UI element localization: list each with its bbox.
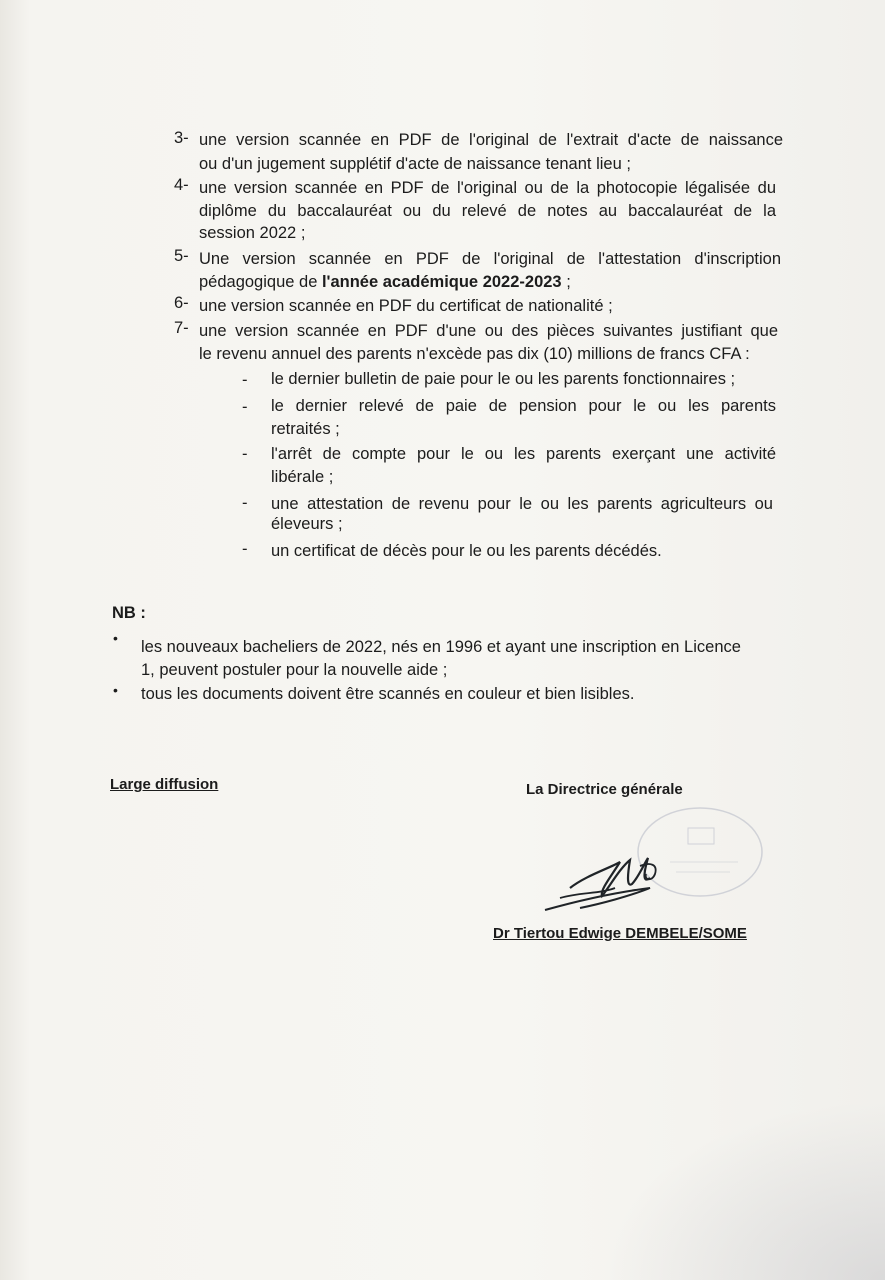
- item-4-number: 4-: [174, 176, 189, 194]
- nb-bullet: •: [113, 682, 118, 698]
- sub-item-2-line-1: le dernier relevé de paie de pension pour le ou les parents: [271, 397, 776, 415]
- sub-item-4-line-2: éleveurs ;: [271, 515, 343, 533]
- item-4-line-1: une version scannée en PDF de l'original ou de la photocopie légalisée du: [199, 179, 776, 197]
- item-5-line-2-end: ;: [561, 273, 571, 291]
- nb-item-1-line-1: les nouveaux bacheliers de 2022, nés en 1996 et ayant une inscription en Licence: [141, 638, 741, 656]
- nb-bullet: •: [113, 630, 118, 646]
- item-4-line-2: diplôme du baccalauréat ou du relevé de notes au baccalauréat de la: [199, 202, 776, 220]
- nb-item-1-line-2: 1, peuvent postuler pour la nouvelle aide ;: [141, 661, 448, 679]
- item-5-line-2: [199, 271, 571, 293]
- sub-dash: -: [242, 540, 248, 558]
- item-6-line-1: une version scannée en PDF du certificat de nationalité ;: [199, 297, 613, 315]
- handwritten-signature: [540, 848, 670, 918]
- item-4-line-3: session 2022 ;: [199, 224, 306, 242]
- item-5-number: 5-: [174, 247, 189, 265]
- sub-item-2-line-2: retraités ;: [271, 420, 340, 438]
- academic-year: l'année académique 2022-2023: [321, 273, 562, 291]
- sub-dash: -: [242, 445, 248, 463]
- item-5-line-2-text: pédagogique de: [199, 273, 322, 291]
- item-6-number: 6-: [174, 294, 189, 312]
- sub-item-1: le dernier bulletin de paie pour le ou les parents fonctionnaires ;: [271, 370, 736, 388]
- sub-item-4-line-1: une attestation de revenu pour le ou les parents agriculteurs ou: [271, 495, 773, 513]
- sub-dash: -: [242, 494, 248, 512]
- page-shadow: [600, 1100, 885, 1280]
- signatory-name: Dr Tiertou Edwige DEMBELE/SOME: [493, 925, 747, 942]
- item-3-line-2: ou d'un jugement supplétif d'acte de naissance tenant lieu ;: [199, 155, 631, 173]
- item-7-line-1: une version scannée en PDF d'une ou des pièces suivantes justifiant que: [199, 322, 778, 340]
- sub-item-3-line-1: l'arrêt de compte pour le ou les parents exerçant une activité: [271, 445, 776, 463]
- sub-dash: -: [242, 398, 248, 416]
- sub-item-3-line-2: libérale ;: [271, 468, 334, 486]
- distribution-label: Large diffusion: [110, 776, 219, 793]
- item-3-line-1: une version scannée en PDF de l'original de l'extrait d'acte de naissance: [199, 131, 783, 149]
- sub-item-5: un certificat de décès pour le ou les parents décédés.: [271, 542, 662, 560]
- nb-item-2: tous les documents doivent être scannés en couleur et bien lisibles.: [141, 685, 635, 703]
- signatory-title: La Directrice générale: [526, 781, 683, 798]
- sub-dash: -: [242, 371, 248, 389]
- item-5-line-1: Une version scannée en PDF de l'original de l'attestation d'inscription: [199, 250, 781, 268]
- item-7-number: 7-: [174, 319, 189, 337]
- item-7-line-2: le revenu annuel des parents n'excède pas dix (10) millions de francs CFA :: [199, 345, 750, 363]
- nb-title: NB :: [112, 604, 146, 622]
- item-3-number: 3-: [174, 129, 189, 147]
